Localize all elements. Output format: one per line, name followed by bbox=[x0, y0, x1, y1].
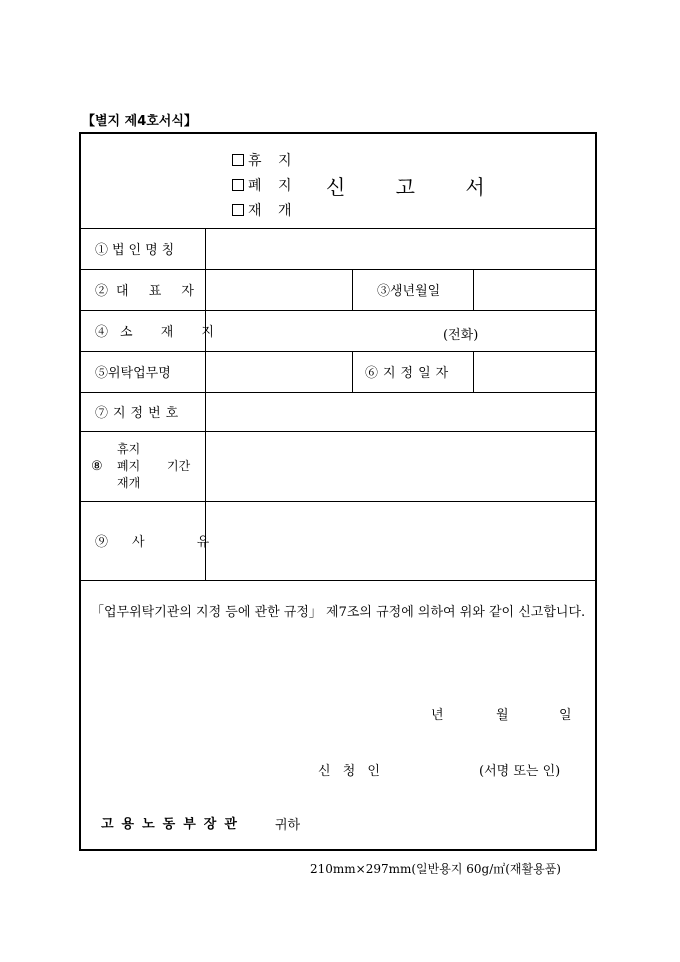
reason-field[interactable] bbox=[206, 502, 597, 580]
option-closure[interactable]: 폐 지 bbox=[232, 175, 298, 195]
checkbox-icon bbox=[232, 154, 244, 166]
corp-name-field[interactable] bbox=[206, 229, 597, 269]
date-year: 년 bbox=[431, 708, 444, 723]
period-suffix: 기간 bbox=[167, 459, 191, 473]
birthdate-field[interactable] bbox=[474, 270, 596, 310]
minister-name: 고용노동부장관 bbox=[101, 817, 245, 832]
addressee-suffix: 귀하 bbox=[275, 818, 301, 833]
row-divider bbox=[81, 580, 595, 581]
phone-label: (전화) bbox=[443, 328, 479, 343]
checkbox-icon bbox=[232, 204, 244, 216]
option-resume[interactable]: 재 개 bbox=[232, 200, 298, 220]
representative-field[interactable] bbox=[206, 270, 352, 310]
column-divider bbox=[352, 351, 353, 392]
period-number: ⑧ bbox=[91, 458, 103, 474]
form-number-label: 【별지 제4호서식】 bbox=[82, 114, 197, 129]
designation-date-field[interactable] bbox=[474, 352, 596, 392]
period-field[interactable] bbox=[206, 432, 597, 501]
reason-label: ⑨사 유 bbox=[95, 535, 234, 550]
period-option-suspend: 휴지 bbox=[117, 442, 141, 456]
report-form bbox=[79, 132, 597, 851]
birthdate-label: ③생년월일 bbox=[377, 284, 441, 299]
form-title: 신 고 서 bbox=[326, 175, 507, 199]
checkbox-icon bbox=[232, 179, 244, 191]
designation-no-label: ⑦지정번호 bbox=[95, 406, 184, 421]
business-name-field[interactable] bbox=[206, 352, 352, 392]
applicant-sign-hint: (서명 또는 인) bbox=[479, 764, 561, 779]
representative-label: ②대 표 자 bbox=[95, 284, 202, 299]
period-option-resume: 재개 bbox=[117, 476, 141, 490]
declaration-text: 「업무위탁기관의 지정 등에 관한 규정」 제7조의 규정에 의하여 위와 같이 신고합니다. bbox=[91, 605, 586, 620]
corp-name-label: ①법인명칭 bbox=[95, 243, 179, 258]
option-suspend[interactable]: 휴 지 bbox=[232, 150, 298, 170]
paper-spec-note: 210mm×297mm(일반용지 60g/㎡(재활용품) bbox=[310, 862, 561, 876]
applicant-label: 신 청 인 bbox=[318, 764, 384, 779]
location-label: ④소 재 지 bbox=[95, 325, 226, 340]
designation-date-label: ⑥지정일자 bbox=[365, 366, 454, 381]
designation-no-field[interactable] bbox=[206, 393, 597, 431]
location-field[interactable] bbox=[206, 311, 597, 351]
period-option-closure: 폐지 bbox=[117, 459, 141, 473]
date-day: 일 bbox=[559, 708, 572, 723]
date-month: 월 bbox=[496, 708, 509, 723]
business-name-label: ⑤위탁업무명 bbox=[95, 366, 171, 381]
column-divider bbox=[352, 269, 353, 310]
